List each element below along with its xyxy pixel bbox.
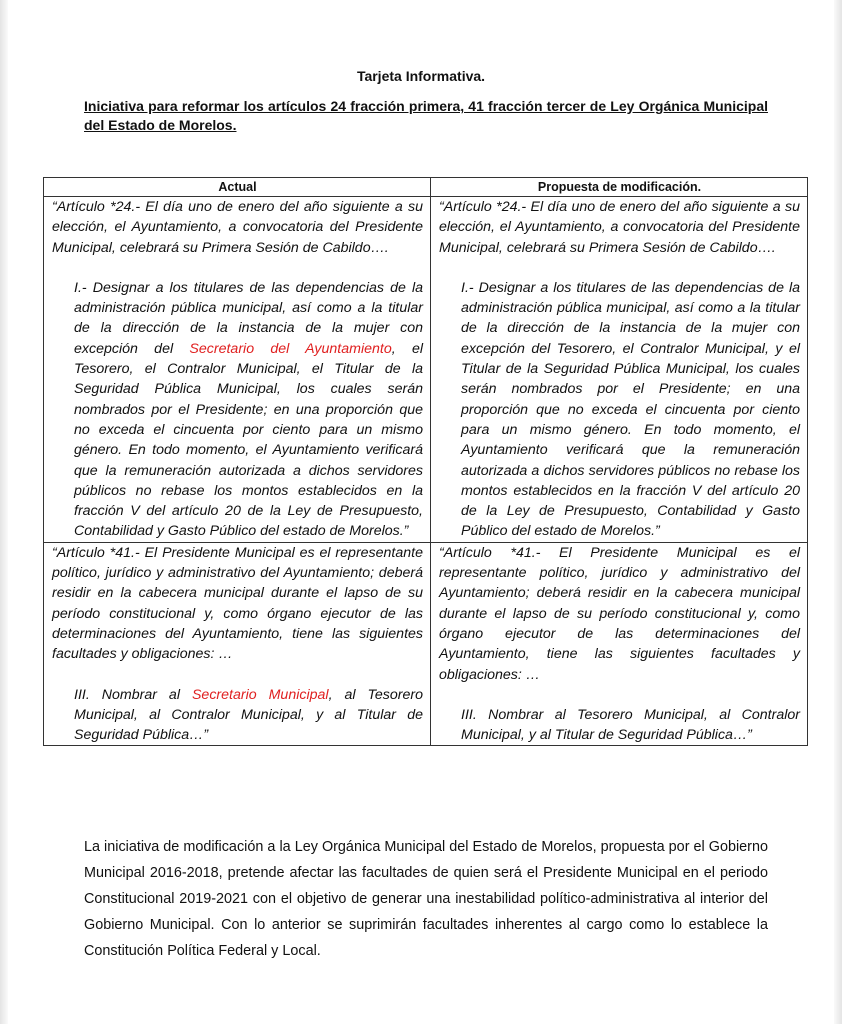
document-title: Tarjeta Informativa. xyxy=(356,68,486,84)
cell-actual-art41 xyxy=(44,542,431,746)
art41-proposed-fraction: III. Nombrar al Tesorero Municipal, al Contralor Municipal, y al Titular de Seguridad Pública…” xyxy=(461,706,800,744)
art24-actual-fraction-post: , el Tesorero, el Contralor Municipal, el Titular de la Seguridad Pública Municipal, los cuales serán nombrados por el Presidente; en una proporción que no exceda el cincuenta por ciento para un mismo género. En todo momento, el Ayuntamiento verificará que la remuneración autorizada a dichos servidores públicos no rebase los montos establecidos en la fracción V del artículo 20 de la Ley de Presupuesto, Contabilidad y Gasto Público del estado de Morelos.” xyxy=(74,340,423,540)
analysis-paragraph: La iniciativa de modificación a la Ley Orgánica Municipal del Estado de Morelos, propuesta por el Gobierno Municipal 2016-2018, pretende afectar las facultades de quien será el Presidente Municipal en el periodo Constitucional 2019-2021 con el objetivo de generar una inestabilidad político-administrativa al interior del Gobierno Municipal. Con lo anterior se suprimirán facultades inherentes al cargo como lo establece la Constitución Política Federal y Local. xyxy=(84,839,768,959)
art41-actual-fraction-pre: III. Nombrar al xyxy=(74,686,192,703)
art24-proposed-fraction: I.- Designar a los titulares de las dependencias de la administración pública municipal, así como a la titular de la dirección de la instancia de la mujer con excepción del Tesorero, el Contralor Municipal, y el Titular de la Seguridad Pública Municipal, los cuales serán nombrados por el Presidente; en una proporción que no exceda el cincuenta por ciento para un mismo género. En todo momento, el Ayuntamiento verificará que la remuneración autorizada a dichos servidores públicos no rebase los montos establecidos en la fracción V del artículo 20 de la Ley de Presupuesto, Contabilidad y Gasto Público del estado de Morelos.” xyxy=(461,279,800,540)
art41-actual-fraction-post: , al Tesorero Municipal, al Contralor Municipal, y al Titular de Seguridad Pública…” xyxy=(74,686,423,744)
document-subtitle: Iniciativa para reformar los artículos 24 fracción primera, 41 fracción tercer de Ley Orgánica Municipal del Estado de Morelos. xyxy=(84,98,768,133)
art24-actual-fraction-pre: I.- Designar a los titulares de las dependencias de la administración pública municipal, así como a la titular de la dirección de la instancia de la mujer con excepción del xyxy=(74,279,423,357)
header-proposed: Propuesta de modificación. xyxy=(431,178,808,197)
art24-actual-intro: “Artículo *24.- El día uno de enero del año siguiente a su elección, el Ayuntamiento, a convocatoria del Presidente Municipal, celebrará su Primera Sesión de Cabildo…. xyxy=(52,199,423,256)
art41-actual-fraction xyxy=(52,685,423,746)
page-shadow-left xyxy=(0,0,8,1024)
art24-proposed-intro: “Artículo *24.- El día uno de enero del año siguiente a su elección, el Ayuntamiento, a convocatoria del Presidente Municipal, celebrará su Primera Sesión de Cabildo…. xyxy=(439,199,800,256)
table-header-row xyxy=(44,178,808,197)
cell-proposed-art41 xyxy=(431,542,808,746)
highlighted-removed-term: Secretario Municipal xyxy=(191,686,329,703)
header-actual: Actual xyxy=(44,178,431,197)
art41-actual-intro: “Artículo *41.- El Presidente Municipal es el representante político, jurídico y administrativo del Ayuntamiento; deberá residir en la cabecera municipal durante el lapso de su período constitucional y, como órgano ejecutor de las determinaciones del Ayuntamiento, tiene las siguientes facultades y obligaciones: … xyxy=(52,544,423,663)
table-row xyxy=(44,542,808,746)
highlighted-removed-term: Secretario del Ayuntamiento xyxy=(189,340,392,357)
comparison-table xyxy=(43,177,808,746)
cell-actual-art24 xyxy=(44,197,431,543)
page-shadow-right xyxy=(834,0,842,1024)
art41-proposed-intro: “Artículo *41.- El Presidente Municipal es el representante político, jurídico y administrativo del Ayuntamiento; deberá residir en la cabecera municipal durante el lapso de su período constitucional y, como órgano ejecutor de las determinaciones del Ayuntamiento, tiene las siguientes facultades y obligaciones: … xyxy=(439,544,800,683)
cell-proposed-art24 xyxy=(431,197,808,543)
art24-actual-fraction xyxy=(52,278,423,542)
table-row xyxy=(44,197,808,543)
